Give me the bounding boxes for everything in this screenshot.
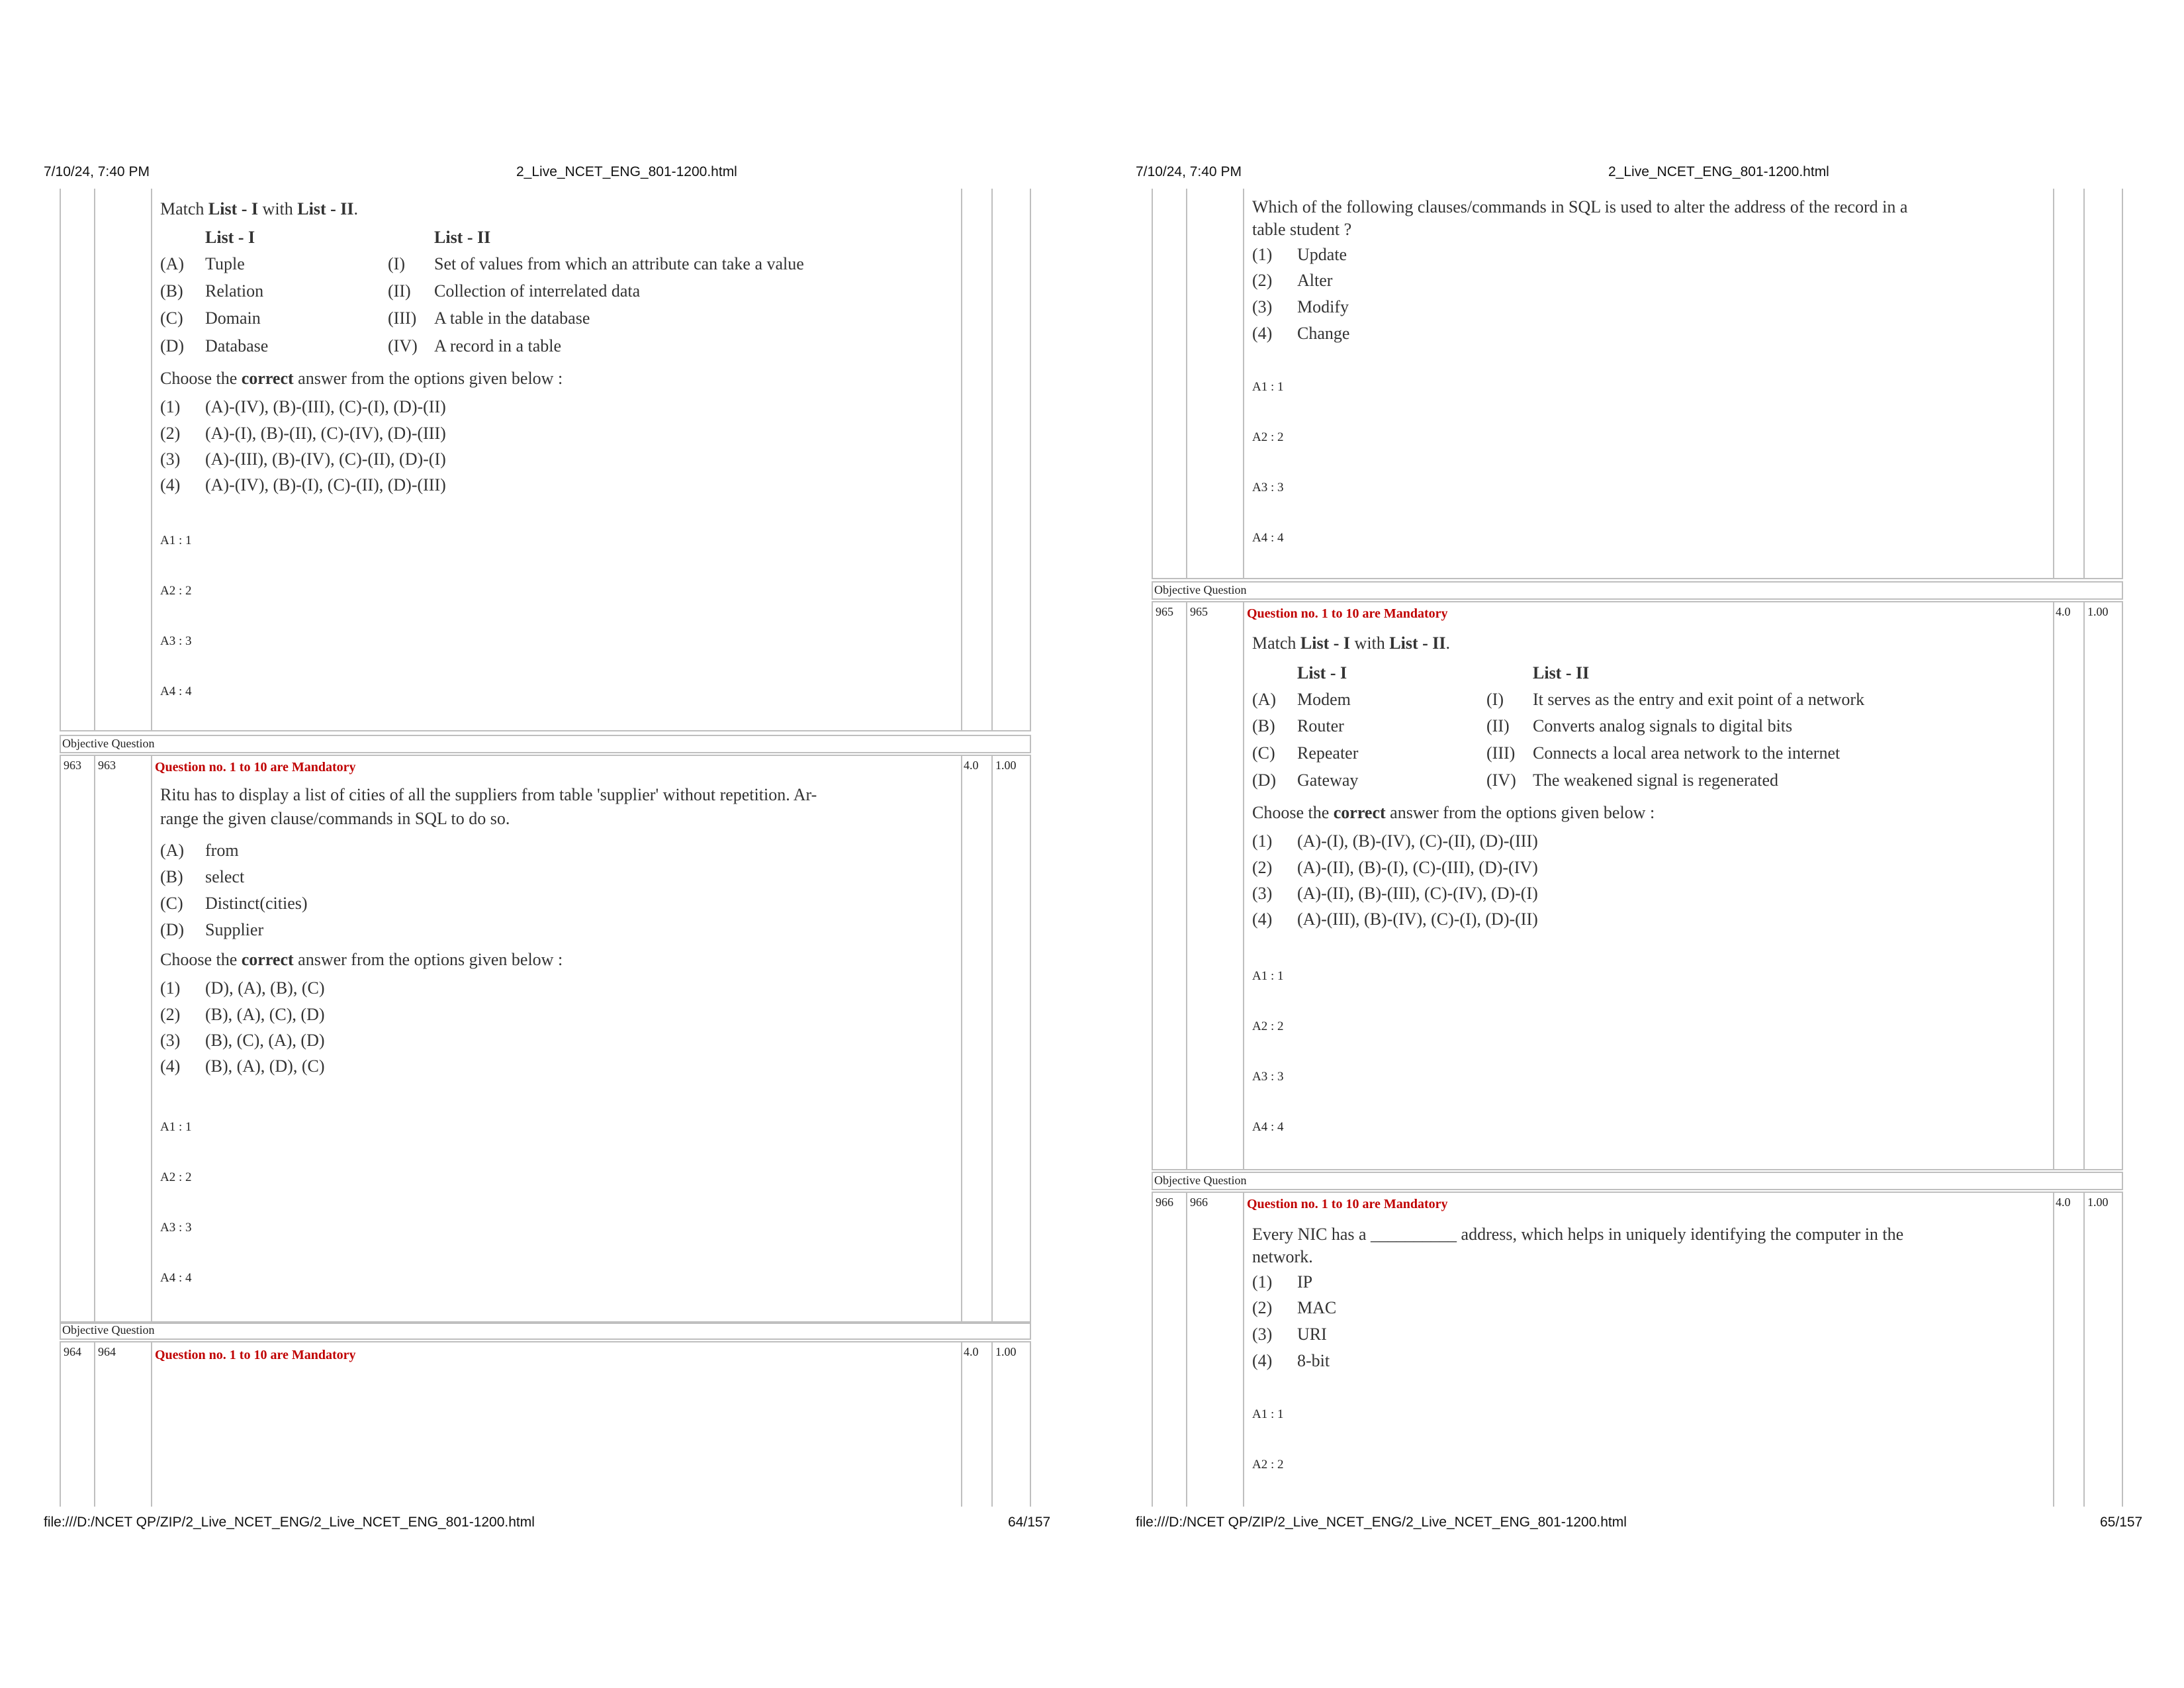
marks: 4.0 bbox=[964, 1345, 979, 1358]
question-id: 963 bbox=[64, 759, 81, 772]
grid-line bbox=[1152, 578, 2123, 579]
question-id: 966 bbox=[1190, 1196, 1208, 1209]
q964-text-line2: table student ? bbox=[1252, 220, 1352, 239]
pair-roman: (I) bbox=[1486, 690, 1504, 709]
pair-desc: The weakened signal is regenerated bbox=[1533, 771, 1779, 790]
option-text: Alter bbox=[1297, 271, 1333, 290]
option-number: (2) bbox=[160, 424, 181, 443]
pair-term: Tuple bbox=[205, 254, 245, 273]
pair-letter: (B) bbox=[1252, 716, 1275, 735]
option-text: (A)-(IV), (B)-(III), (C)-(I), (D)-(II) bbox=[205, 397, 446, 416]
grid-line bbox=[2053, 1192, 2054, 1507]
question-type-label: Objective Question bbox=[62, 1323, 155, 1336]
q963-choose: Choose the correct answer from the options given below : bbox=[160, 950, 563, 969]
option-number: (3) bbox=[160, 1031, 181, 1050]
grid-line bbox=[60, 1341, 1031, 1342]
pair-letter: (C) bbox=[160, 308, 183, 328]
marks: 4.0 bbox=[964, 759, 979, 772]
question-type-label: Objective Question bbox=[1154, 583, 1247, 596]
grid-line bbox=[151, 189, 152, 731]
grid-line bbox=[991, 755, 993, 1324]
grid-line bbox=[94, 1341, 95, 1507]
item-text: Distinct(cities) bbox=[205, 894, 308, 913]
answer-key: A1 : 1 bbox=[1252, 969, 1284, 983]
answer-key: A1 : 1 bbox=[1252, 380, 1284, 394]
grid-line bbox=[2053, 189, 2054, 579]
header-datetime: 7/10/24, 7:40 PM bbox=[1136, 164, 1242, 179]
option-number: (2) bbox=[160, 1005, 181, 1024]
answer-key: A3 : 3 bbox=[1252, 481, 1284, 494]
grid-line bbox=[1243, 1192, 1244, 1507]
answer-key: A4 : 4 bbox=[1252, 1120, 1284, 1134]
pair-term: Relation bbox=[205, 281, 264, 301]
option-text: (A)-(IV), (B)-(I), (C)-(II), (D)-(III) bbox=[205, 475, 446, 494]
marks: 4.0 bbox=[2056, 605, 2071, 618]
grid-line bbox=[60, 1341, 61, 1507]
grid-line bbox=[2083, 1192, 2085, 1507]
q965-col2-head: List - II bbox=[1533, 663, 1590, 682]
option-text: (D), (A), (B), (C) bbox=[205, 978, 325, 998]
pair-letter: (D) bbox=[1252, 771, 1277, 790]
mandatory-note: Question no. 1 to 10 are Mandatory bbox=[1247, 1197, 1448, 1211]
answer-key: A4 : 4 bbox=[160, 684, 192, 698]
question-id: 965 bbox=[1190, 605, 1208, 618]
answer-key: A1 : 1 bbox=[160, 534, 192, 547]
question-type-row bbox=[60, 1321, 1031, 1340]
negative-marks: 1.00 bbox=[995, 759, 1017, 772]
negative-marks: 1.00 bbox=[995, 1345, 1017, 1358]
option-text: (A)-(I), (B)-(II), (C)-(IV), (D)-(III) bbox=[205, 424, 446, 443]
option-text: IP bbox=[1297, 1272, 1313, 1291]
grid-line bbox=[1030, 1341, 1031, 1507]
question-type-label: Objective Question bbox=[1154, 1174, 1247, 1187]
header-filename: 2_Live_NCET_ENG_801-1200.html bbox=[516, 164, 737, 179]
pair-desc: Converts analog signals to digital bits bbox=[1533, 716, 1793, 735]
option-number: (4) bbox=[1252, 910, 1273, 929]
option-number: (4) bbox=[1252, 1351, 1273, 1370]
q966-text-line1: Every NIC has a __________ address, which helps in uniquely identifying the computer in the bbox=[1252, 1225, 1904, 1244]
answer-key: A2 : 2 bbox=[1252, 1019, 1284, 1033]
pair-desc: Set of values from which an attribute can take a value bbox=[434, 254, 804, 273]
option-text: 8-bit bbox=[1297, 1351, 1330, 1370]
grid-line bbox=[1186, 601, 1187, 1170]
grid-line bbox=[1243, 601, 1244, 1170]
q962-col2-head: List - II bbox=[434, 228, 491, 247]
pair-term: Router bbox=[1297, 716, 1344, 735]
pair-letter: (C) bbox=[1252, 743, 1275, 763]
q962-choose: Choose the correct answer from the options given below : bbox=[160, 369, 563, 388]
grid-line bbox=[991, 1341, 993, 1507]
question-type-row bbox=[1152, 1172, 2123, 1190]
pair-roman: (II) bbox=[388, 281, 411, 301]
option-text: Update bbox=[1297, 245, 1347, 264]
pair-term: Repeater bbox=[1297, 743, 1359, 763]
item-letter: (A) bbox=[160, 841, 185, 860]
q963-text-line1: Ritu has to display a list of cities of all the suppliers from table 'supplier' without repetition. Ar- bbox=[160, 785, 817, 804]
answer-key: A3 : 3 bbox=[160, 634, 192, 648]
answer-key: A2 : 2 bbox=[1252, 1458, 1284, 1472]
pair-term: Modem bbox=[1297, 690, 1351, 709]
pair-desc: Collection of interrelated data bbox=[434, 281, 641, 301]
mandatory-note: Question no. 1 to 10 are Mandatory bbox=[155, 1348, 356, 1362]
grid-line bbox=[2083, 601, 2085, 1170]
option-text: (A)-(II), (B)-(I), (C)-(III), (D)-(IV) bbox=[1297, 858, 1538, 877]
q965-choose: Choose the correct answer from the options given below : bbox=[1252, 803, 1655, 822]
right-page bbox=[1092, 0, 2184, 1688]
grid-line bbox=[991, 189, 993, 731]
answer-key: A3 : 3 bbox=[1252, 1070, 1284, 1084]
option-text: (B), (A), (C), (D) bbox=[205, 1005, 325, 1024]
grid-line bbox=[1186, 1192, 1187, 1507]
pair-roman: (I) bbox=[388, 254, 405, 273]
grid-line bbox=[151, 755, 152, 1324]
option-number: (1) bbox=[160, 978, 181, 998]
q963-text-line2: range the given clause/commands in SQL to do so. bbox=[160, 809, 510, 828]
q964-text-line1: Which of the following clauses/commands in SQL is used to alter the address of the record in a bbox=[1252, 197, 1908, 216]
header-filename: 2_Live_NCET_ENG_801-1200.html bbox=[1608, 164, 1829, 179]
option-number: (4) bbox=[160, 475, 181, 494]
pair-desc: Connects a local area network to the internet bbox=[1533, 743, 1841, 763]
question-type-label: Objective Question bbox=[62, 737, 155, 750]
pair-roman: (III) bbox=[388, 308, 417, 328]
option-text: (A)-(II), (B)-(III), (C)-(IV), (D)-(I) bbox=[1297, 884, 1538, 903]
question-id: 966 bbox=[1156, 1196, 1173, 1209]
grid-line bbox=[1186, 189, 1187, 579]
item-text: Supplier bbox=[205, 920, 264, 939]
option-text: (A)-(III), (B)-(IV), (C)-(I), (D)-(II) bbox=[1297, 910, 1538, 929]
option-number: (4) bbox=[160, 1056, 181, 1076]
option-number: (1) bbox=[1252, 245, 1273, 264]
pair-desc: A table in the database bbox=[434, 308, 590, 328]
option-text: (B), (A), (D), (C) bbox=[205, 1056, 325, 1076]
pair-term: Domain bbox=[205, 308, 261, 328]
mandatory-note: Question no. 1 to 10 are Mandatory bbox=[1247, 606, 1448, 621]
pair-roman: (IV) bbox=[388, 336, 418, 355]
option-number: (2) bbox=[1252, 1298, 1273, 1317]
grid-line bbox=[94, 189, 95, 731]
option-number: (3) bbox=[1252, 1325, 1273, 1344]
q962-col1-head: List - I bbox=[205, 228, 255, 247]
grid-line bbox=[1152, 1192, 1153, 1507]
option-text: MAC bbox=[1297, 1298, 1337, 1317]
item-letter: (B) bbox=[160, 867, 183, 886]
negative-marks: 1.00 bbox=[2087, 605, 2109, 618]
option-text: URI bbox=[1297, 1325, 1327, 1344]
grid-line bbox=[2122, 189, 2123, 579]
question-type-row bbox=[1152, 581, 2123, 600]
question-id: 964 bbox=[98, 1345, 116, 1358]
grid-line bbox=[2122, 1192, 2123, 1507]
pair-letter: (D) bbox=[160, 336, 185, 355]
q965-intro: Match List - I with List - II. bbox=[1252, 633, 1451, 653]
q966-text-line2: network. bbox=[1252, 1247, 1313, 1266]
item-letter: (D) bbox=[160, 920, 185, 939]
pair-roman: (II) bbox=[1486, 716, 1510, 735]
pair-desc: A record in a table bbox=[434, 336, 562, 355]
grid-line bbox=[961, 189, 962, 731]
option-number: (1) bbox=[160, 397, 181, 416]
option-text: (B), (C), (A), (D) bbox=[205, 1031, 325, 1050]
pair-term: Database bbox=[205, 336, 269, 355]
question-id: 964 bbox=[64, 1345, 81, 1358]
item-letter: (C) bbox=[160, 894, 183, 913]
grid-line bbox=[1243, 189, 1244, 579]
pair-desc: It serves as the entry and exit point of a network bbox=[1533, 690, 1865, 709]
item-text: select bbox=[205, 867, 245, 886]
grid-line bbox=[1030, 189, 1031, 731]
item-text: from bbox=[205, 841, 239, 860]
pair-letter: (B) bbox=[160, 281, 183, 301]
answer-key: A2 : 2 bbox=[160, 1170, 192, 1184]
answer-key: A2 : 2 bbox=[160, 584, 192, 598]
option-number: (3) bbox=[1252, 297, 1273, 316]
answer-key: A1 : 1 bbox=[1252, 1407, 1284, 1421]
grid-line bbox=[1152, 189, 1153, 579]
option-number: (2) bbox=[1252, 858, 1273, 877]
option-number: (1) bbox=[1252, 1272, 1273, 1291]
grid-line bbox=[961, 1341, 962, 1507]
grid-line bbox=[2053, 601, 2054, 1170]
question-id: 965 bbox=[1156, 605, 1173, 618]
grid-line bbox=[961, 755, 962, 1324]
q965-col1-head: List - I bbox=[1297, 663, 1347, 682]
grid-line bbox=[2083, 189, 2085, 579]
option-text: (A)-(III), (B)-(IV), (C)-(II), (D)-(I) bbox=[205, 449, 446, 469]
option-number: (3) bbox=[1252, 884, 1273, 903]
mandatory-note: Question no. 1 to 10 are Mandatory bbox=[155, 760, 356, 774]
pair-roman: (IV) bbox=[1486, 771, 1516, 790]
q962-intro: Match List - I with List - II. bbox=[160, 199, 359, 218]
grid-line bbox=[151, 1341, 152, 1507]
grid-line bbox=[94, 755, 95, 1324]
page-number: 64/157 bbox=[1008, 1515, 1051, 1530]
answer-key: A2 : 2 bbox=[1252, 430, 1284, 444]
option-number: (4) bbox=[1252, 324, 1273, 343]
header-datetime: 7/10/24, 7:40 PM bbox=[44, 164, 150, 179]
option-number: (1) bbox=[1252, 831, 1273, 851]
option-text: (A)-(I), (B)-(IV), (C)-(II), (D)-(III) bbox=[1297, 831, 1538, 851]
grid-line bbox=[60, 189, 61, 731]
question-type-row bbox=[60, 735, 1031, 753]
answer-key: A4 : 4 bbox=[160, 1271, 192, 1285]
negative-marks: 1.00 bbox=[2087, 1196, 2109, 1209]
pair-letter: (A) bbox=[1252, 690, 1277, 709]
option-number: (3) bbox=[160, 449, 181, 469]
grid-line bbox=[60, 730, 1031, 731]
option-text: Modify bbox=[1297, 297, 1349, 316]
pair-letter: (A) bbox=[160, 254, 185, 273]
marks: 4.0 bbox=[2056, 1196, 2071, 1209]
page-number: 65/157 bbox=[2100, 1515, 2143, 1530]
answer-key: A1 : 1 bbox=[160, 1120, 192, 1134]
answer-key: A4 : 4 bbox=[1252, 531, 1284, 545]
footer-path: file:///D:/NCET QP/ZIP/2_Live_NCET_ENG/2_Live_NCET_ENG_801-1200.html bbox=[1136, 1515, 1627, 1530]
question-id: 963 bbox=[98, 759, 116, 772]
option-text: Change bbox=[1297, 324, 1350, 343]
pair-roman: (III) bbox=[1486, 743, 1516, 763]
grid-line bbox=[1152, 1192, 2123, 1193]
footer-path: file:///D:/NCET QP/ZIP/2_Live_NCET_ENG/2_Live_NCET_ENG_801-1200.html bbox=[44, 1515, 535, 1530]
option-number: (2) bbox=[1252, 271, 1273, 290]
answer-key: A3 : 3 bbox=[160, 1221, 192, 1235]
pair-term: Gateway bbox=[1297, 771, 1359, 790]
